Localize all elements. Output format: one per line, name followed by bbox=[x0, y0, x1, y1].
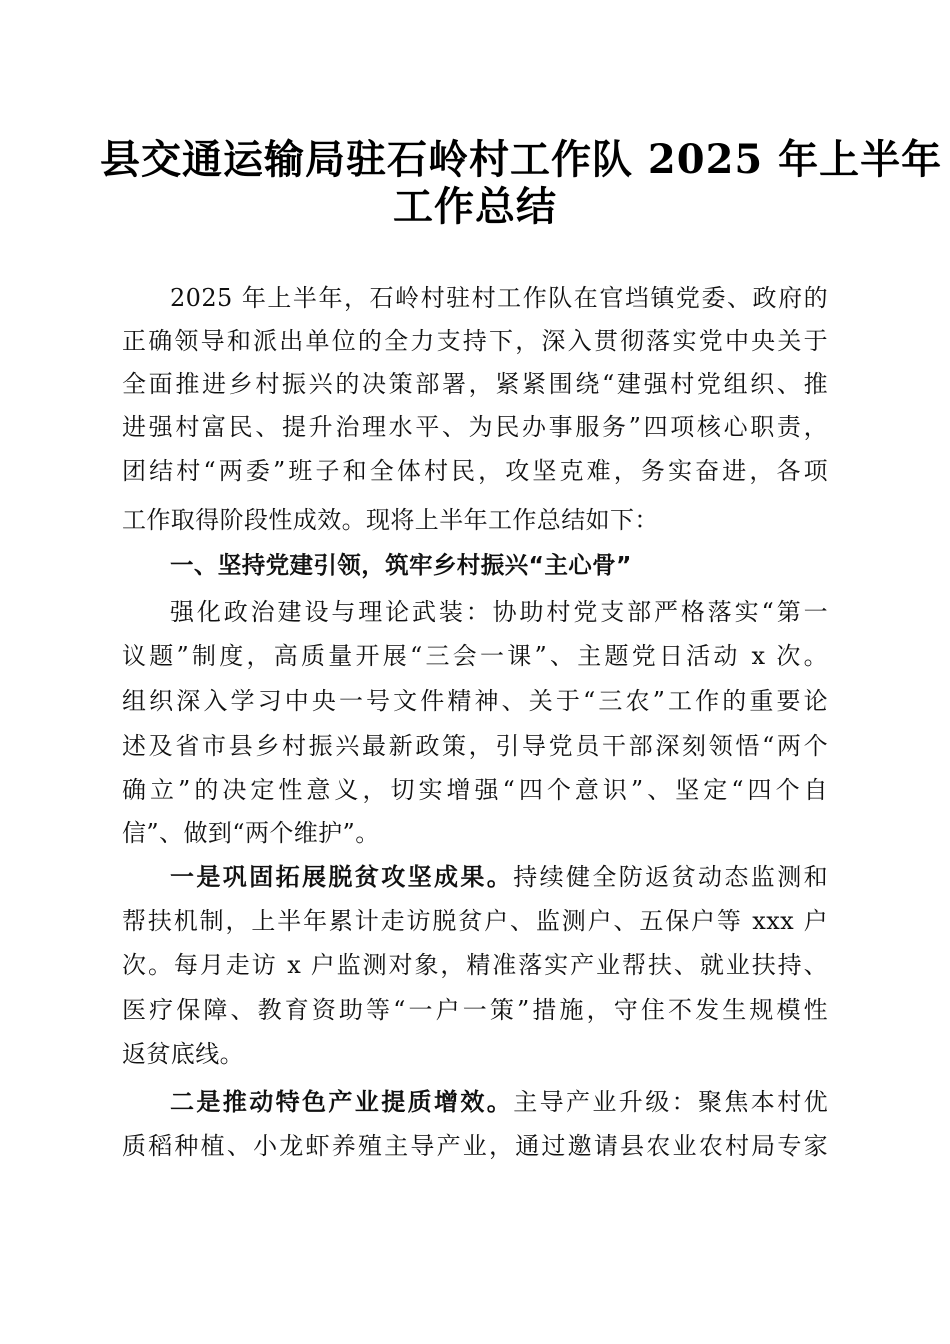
paragraph-line: 信”、做到“两个维护”。 bbox=[122, 819, 380, 847]
paragraph-text: 主导产业升级：聚焦本村优 bbox=[513, 1088, 828, 1116]
section-heading: 一、坚持党建引领，筑牢乡村振兴“主心骨” bbox=[170, 551, 632, 579]
paragraph-line: 质稻种植、小龙虾养殖主导产业，通过邀请县农业农村局专家 bbox=[122, 1132, 828, 1160]
paragraph-line: 述及省市县乡村振兴最新政策，引导党员干部深刻领悟“两个 bbox=[122, 732, 828, 760]
paragraph-line: 团结村“两委”班子和全体村民，攻坚克难，务实奋进，各项 bbox=[122, 457, 828, 485]
paragraph-line: 医疗保障、教育资助等“一户一策”措施，守住不发生规模性 bbox=[122, 996, 828, 1024]
paragraph-line: 2025 年上半年，石岭村驻村工作队在官垱镇党委、政府的 bbox=[170, 284, 828, 312]
paragraph-line: 议题”制度，高质量开展“三会一课”、主题党日活动 x 次。 bbox=[122, 642, 828, 670]
document-title-line-1: 县交通运输局驻石岭村工作队 2025 年上半年 bbox=[100, 136, 943, 183]
paragraph-line: 帮扶机制，上半年累计走访脱贫户、监测户、五保户等 xxx 户 bbox=[122, 907, 828, 935]
paragraph-line: 全面推进乡村振兴的决策部署，紧紧围绕“建强村党组织、推 bbox=[122, 370, 828, 398]
paragraph-line: 强化政治建设与理论武装：协助村党支部严格落实“第一 bbox=[170, 598, 828, 626]
paragraph-line: 组织深入学习中央一号文件精神、关于“三农”工作的重要论 bbox=[122, 687, 828, 715]
paragraph-text: 持续健全防返贫动态监测和 bbox=[513, 863, 828, 891]
paragraph-line: 返贫底线。 bbox=[122, 1040, 244, 1068]
paragraph-line bbox=[170, 1087, 828, 1117]
paragraph-line: 确立”的决定性意义，切实增强“四个意识”、坚定“四个自 bbox=[122, 776, 828, 804]
paragraph-line: 进强村富民、提升治理水平、为民办事服务”四项核心职责， bbox=[122, 413, 828, 441]
paragraph-line: 次。每月走访 x 户监测对象，精准落实产业帮扶、就业扶持、 bbox=[122, 951, 828, 979]
document-title-line-2: 工作总结 bbox=[393, 183, 557, 230]
paragraph-line: 工作取得阶段性成效。现将上半年工作总结如下： bbox=[122, 506, 659, 534]
paragraph-line: 正确领导和派出单位的全力支持下，深入贯彻落实党中央关于 bbox=[122, 327, 828, 355]
paragraph-line bbox=[170, 862, 828, 892]
paragraph-lead: 二是推动特色产业提质增效。 bbox=[170, 1087, 514, 1116]
paragraph-lead: 一是巩固拓展脱贫攻坚成果。 bbox=[170, 862, 514, 891]
